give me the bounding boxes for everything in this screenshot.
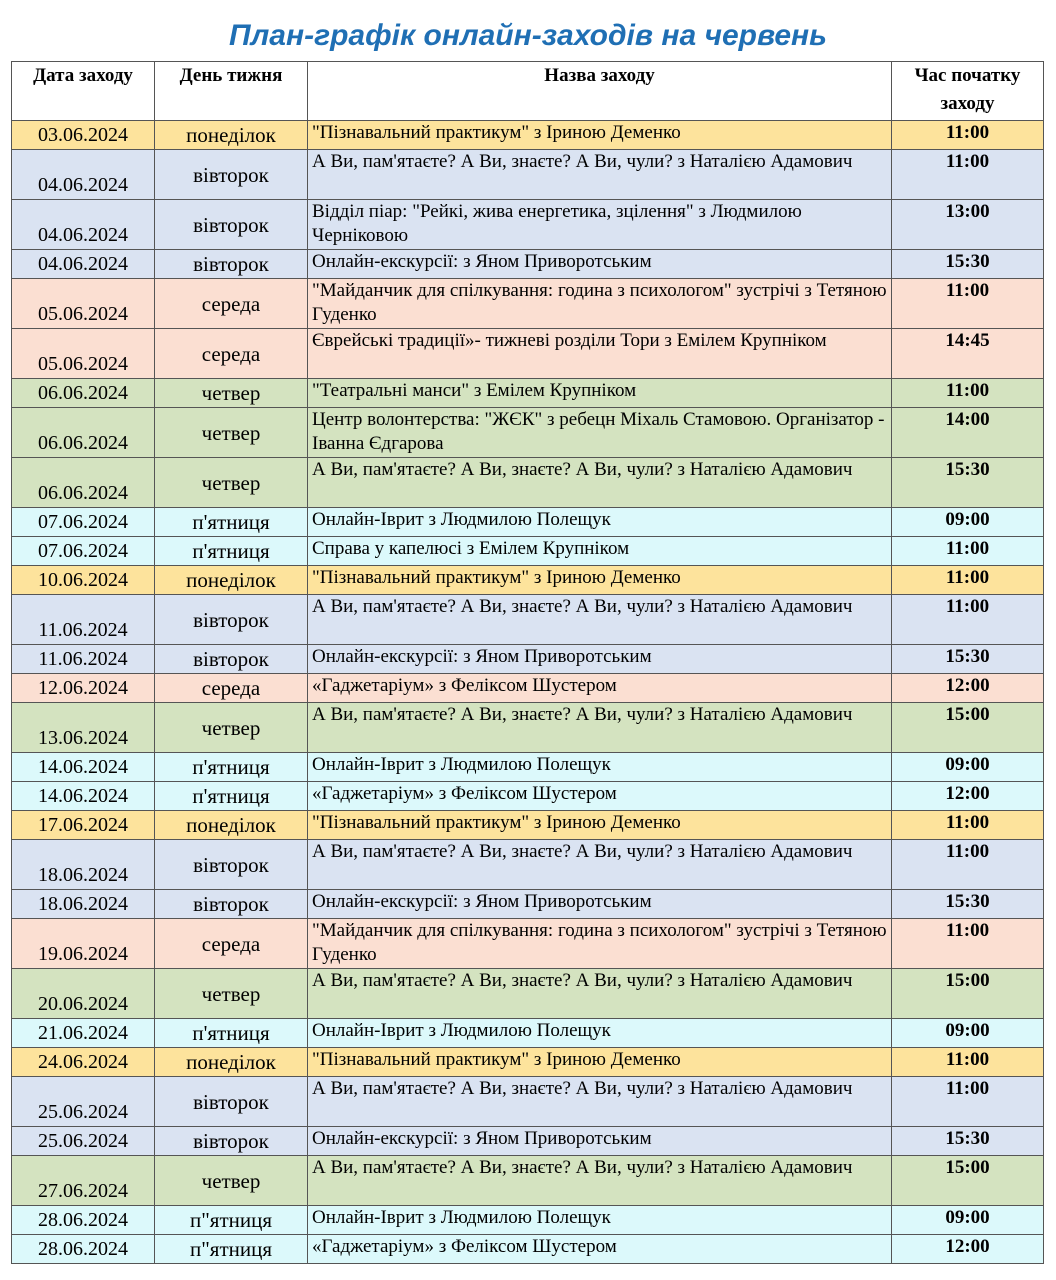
event-name: "Майданчик для спілкування: година з психологом" зустрічі з Тетяною Гуденко xyxy=(308,279,892,329)
event-time: 11:00 xyxy=(892,1048,1044,1077)
event-time: 11:00 xyxy=(892,566,1044,595)
event-time: 15:30 xyxy=(892,1127,1044,1156)
event-date: 04.06.2024 xyxy=(12,200,155,250)
event-time: 11:00 xyxy=(892,537,1044,566)
page-title: План-графік онлайн-заходів на червень xyxy=(229,19,827,52)
table-row xyxy=(12,329,1044,379)
event-date: 07.06.2024 xyxy=(12,508,155,537)
event-date: 06.06.2024 xyxy=(12,379,155,408)
event-time: 09:00 xyxy=(892,508,1044,537)
event-day: п'ятниця xyxy=(155,537,308,566)
event-day: п'ятниця xyxy=(155,753,308,782)
event-name: А Ви, пам'ятаєте? А Ви, знаєте? А Ви, чули? з Наталією Адамович xyxy=(308,969,892,1019)
event-time: 11:00 xyxy=(892,150,1044,200)
table-row xyxy=(12,1206,1044,1235)
table-row xyxy=(12,1077,1044,1127)
event-day: середа xyxy=(155,919,308,969)
event-time: 13:00 xyxy=(892,200,1044,250)
event-name: "Майданчик для спілкування: година з психологом" зустрічі з Тетяною Гуденко xyxy=(308,919,892,969)
event-date: 05.06.2024 xyxy=(12,329,155,379)
event-time: 15:00 xyxy=(892,969,1044,1019)
event-day: четвер xyxy=(155,1156,308,1206)
event-time: 12:00 xyxy=(892,1235,1044,1264)
event-date: 28.06.2024 xyxy=(12,1206,155,1235)
event-name: А Ви, пам'ятаєте? А Ви, знаєте? А Ви, чули? з Наталією Адамович xyxy=(308,1156,892,1206)
event-day: п'ятниця xyxy=(155,782,308,811)
event-day: п"ятниця xyxy=(155,1206,308,1235)
event-date: 27.06.2024 xyxy=(12,1156,155,1206)
table-row xyxy=(12,840,1044,890)
event-date: 04.06.2024 xyxy=(12,250,155,279)
event-day: п'ятниця xyxy=(155,508,308,537)
event-date: 14.06.2024 xyxy=(12,753,155,782)
event-name: «Гаджетаріум» з Феліксом Шустером xyxy=(308,674,892,703)
event-date: 13.06.2024 xyxy=(12,703,155,753)
table-row xyxy=(12,537,1044,566)
event-date: 11.06.2024 xyxy=(12,645,155,674)
event-date: 25.06.2024 xyxy=(12,1077,155,1127)
event-day: четвер xyxy=(155,379,308,408)
event-time: 15:00 xyxy=(892,703,1044,753)
event-day: середа xyxy=(155,674,308,703)
table-row xyxy=(12,1048,1044,1077)
event-time: 11:00 xyxy=(892,1077,1044,1127)
event-date: 14.06.2024 xyxy=(12,782,155,811)
event-name: "Пізнавальний практикум" з Іриною Деменко xyxy=(308,121,892,150)
schedule-body xyxy=(12,121,1044,1264)
event-name: «Гаджетаріум» з Феліксом Шустером xyxy=(308,1235,892,1264)
event-day: вівторок xyxy=(155,250,308,279)
table-row xyxy=(12,1235,1044,1264)
event-name: А Ви, пам'ятаєте? А Ви, знаєте? А Ви, чули? з Наталією Адамович xyxy=(308,458,892,508)
table-row xyxy=(12,379,1044,408)
event-time: 11:00 xyxy=(892,811,1044,840)
event-time: 15:30 xyxy=(892,645,1044,674)
table-row xyxy=(12,890,1044,919)
header-day: День тижня xyxy=(155,62,308,121)
event-name: А Ви, пам'ятаєте? А Ви, знаєте? А Ви, чули? з Наталією Адамович xyxy=(308,1077,892,1127)
event-date: 12.06.2024 xyxy=(12,674,155,703)
event-day: середа xyxy=(155,279,308,329)
table-row xyxy=(12,595,1044,645)
event-name: А Ви, пам'ятаєте? А Ви, знаєте? А Ви, чули? з Наталією Адамович xyxy=(308,703,892,753)
event-day: п"ятниця xyxy=(155,1235,308,1264)
event-date: 06.06.2024 xyxy=(12,408,155,458)
event-day: четвер xyxy=(155,969,308,1019)
event-date: 11.06.2024 xyxy=(12,595,155,645)
event-name: «Гаджетаріум» з Феліксом Шустером xyxy=(308,782,892,811)
event-time: 14:45 xyxy=(892,329,1044,379)
event-day: вівторок xyxy=(155,200,308,250)
event-time: 15:00 xyxy=(892,1156,1044,1206)
event-date: 07.06.2024 xyxy=(12,537,155,566)
event-date: 25.06.2024 xyxy=(12,1127,155,1156)
event-time: 11:00 xyxy=(892,379,1044,408)
table-row xyxy=(12,674,1044,703)
table-row xyxy=(12,508,1044,537)
event-day: четвер xyxy=(155,408,308,458)
event-time: 15:30 xyxy=(892,250,1044,279)
header-date: Дата заходу xyxy=(12,62,155,121)
event-day: п'ятниця xyxy=(155,1019,308,1048)
event-date: 19.06.2024 xyxy=(12,919,155,969)
table-row xyxy=(12,1127,1044,1156)
event-day: вівторок xyxy=(155,1077,308,1127)
event-day: вівторок xyxy=(155,595,308,645)
event-date: 03.06.2024 xyxy=(12,121,155,150)
event-name: "Театральні манси" з Емілем Крупніком xyxy=(308,379,892,408)
event-date: 04.06.2024 xyxy=(12,150,155,200)
event-name: Онлайн-екскурсії: з Яном Приворотським xyxy=(308,250,892,279)
header-time: Час початку заходу xyxy=(892,62,1044,121)
table-row xyxy=(12,919,1044,969)
event-name: Онлайн-екскурсії: з Яном Приворотським xyxy=(308,645,892,674)
schedule-table xyxy=(11,61,1044,1264)
event-name: Справа у капелюсі з Емілем Крупніком xyxy=(308,537,892,566)
event-day: понеділок xyxy=(155,1048,308,1077)
event-day: понеділок xyxy=(155,566,308,595)
event-time: 09:00 xyxy=(892,1206,1044,1235)
event-time: 09:00 xyxy=(892,1019,1044,1048)
table-row xyxy=(12,1156,1044,1206)
table-row xyxy=(12,566,1044,595)
event-name: А Ви, пам'ятаєте? А Ви, знаєте? А Ви, чули? з Наталією Адамович xyxy=(308,840,892,890)
table-row xyxy=(12,150,1044,200)
event-day: вівторок xyxy=(155,840,308,890)
event-name: Єврейські традиції»- тижневі розділи Тори з Емілем Крупніком xyxy=(308,329,892,379)
table-row xyxy=(12,645,1044,674)
event-name: Онлайн-Іврит з Людмилою Полещук xyxy=(308,508,892,537)
event-date: 20.06.2024 xyxy=(12,969,155,1019)
event-name: Онлайн-Іврит з Людмилою Полещук xyxy=(308,1206,892,1235)
table-row xyxy=(12,121,1044,150)
event-name: "Пізнавальний практикум" з Іриною Деменко xyxy=(308,811,892,840)
event-name: Відділ піар: "Рейкі, жива енергетика, зцілення" з Людмилою Черніковою xyxy=(308,200,892,250)
event-name: А Ви, пам'ятаєте? А Ви, знаєте? А Ви, чули? з Наталією Адамович xyxy=(308,595,892,645)
event-time: 15:30 xyxy=(892,890,1044,919)
table-row xyxy=(12,200,1044,250)
table-row xyxy=(12,969,1044,1019)
event-date: 10.06.2024 xyxy=(12,566,155,595)
event-day: вівторок xyxy=(155,1127,308,1156)
table-row xyxy=(12,250,1044,279)
table-row xyxy=(12,458,1044,508)
event-day: вівторок xyxy=(155,645,308,674)
table-row xyxy=(12,782,1044,811)
event-day: понеділок xyxy=(155,121,308,150)
event-date: 18.06.2024 xyxy=(12,890,155,919)
event-name: Онлайн-Іврит з Людмилою Полещук xyxy=(308,753,892,782)
event-day: середа xyxy=(155,329,308,379)
event-time: 11:00 xyxy=(892,279,1044,329)
event-time: 11:00 xyxy=(892,595,1044,645)
header-name: Назва заходу xyxy=(308,62,892,121)
event-day: вівторок xyxy=(155,890,308,919)
event-date: 18.06.2024 xyxy=(12,840,155,890)
event-time: 12:00 xyxy=(892,782,1044,811)
event-time: 11:00 xyxy=(892,121,1044,150)
table-row xyxy=(12,279,1044,329)
event-date: 17.06.2024 xyxy=(12,811,155,840)
event-day: четвер xyxy=(155,703,308,753)
table-row xyxy=(12,1019,1044,1048)
table-row xyxy=(12,811,1044,840)
event-date: 05.06.2024 xyxy=(12,279,155,329)
event-name: Центр волонтерства: "ЖЄК" з ребецн Міхаль Стамовою. Організатор - Іванна Єдгарова xyxy=(308,408,892,458)
event-time: 15:30 xyxy=(892,458,1044,508)
event-date: 06.06.2024 xyxy=(12,458,155,508)
event-name: Онлайн-екскурсії: з Яном Приворотським xyxy=(308,1127,892,1156)
event-day: четвер xyxy=(155,458,308,508)
event-name: "Пізнавальний практикум" з Іриною Деменко xyxy=(308,566,892,595)
event-name: "Пізнавальний практикум" з Іриною Деменко xyxy=(308,1048,892,1077)
event-time: 11:00 xyxy=(892,840,1044,890)
event-date: 24.06.2024 xyxy=(12,1048,155,1077)
table-row xyxy=(12,408,1044,458)
event-name: Онлайн-Іврит з Людмилою Полещук xyxy=(308,1019,892,1048)
event-time: 09:00 xyxy=(892,753,1044,782)
event-date: 21.06.2024 xyxy=(12,1019,155,1048)
event-time: 14:00 xyxy=(892,408,1044,458)
table-row xyxy=(12,753,1044,782)
event-time: 11:00 xyxy=(892,919,1044,969)
event-day: понеділок xyxy=(155,811,308,840)
event-name: А Ви, пам'ятаєте? А Ви, знаєте? А Ви, чули? з Наталією Адамович xyxy=(308,150,892,200)
header-row xyxy=(12,62,1044,121)
table-row xyxy=(12,703,1044,753)
event-day: вівторок xyxy=(155,150,308,200)
event-name: Онлайн-екскурсії: з Яном Приворотським xyxy=(308,890,892,919)
event-time: 12:00 xyxy=(892,674,1044,703)
event-date: 28.06.2024 xyxy=(12,1235,155,1264)
